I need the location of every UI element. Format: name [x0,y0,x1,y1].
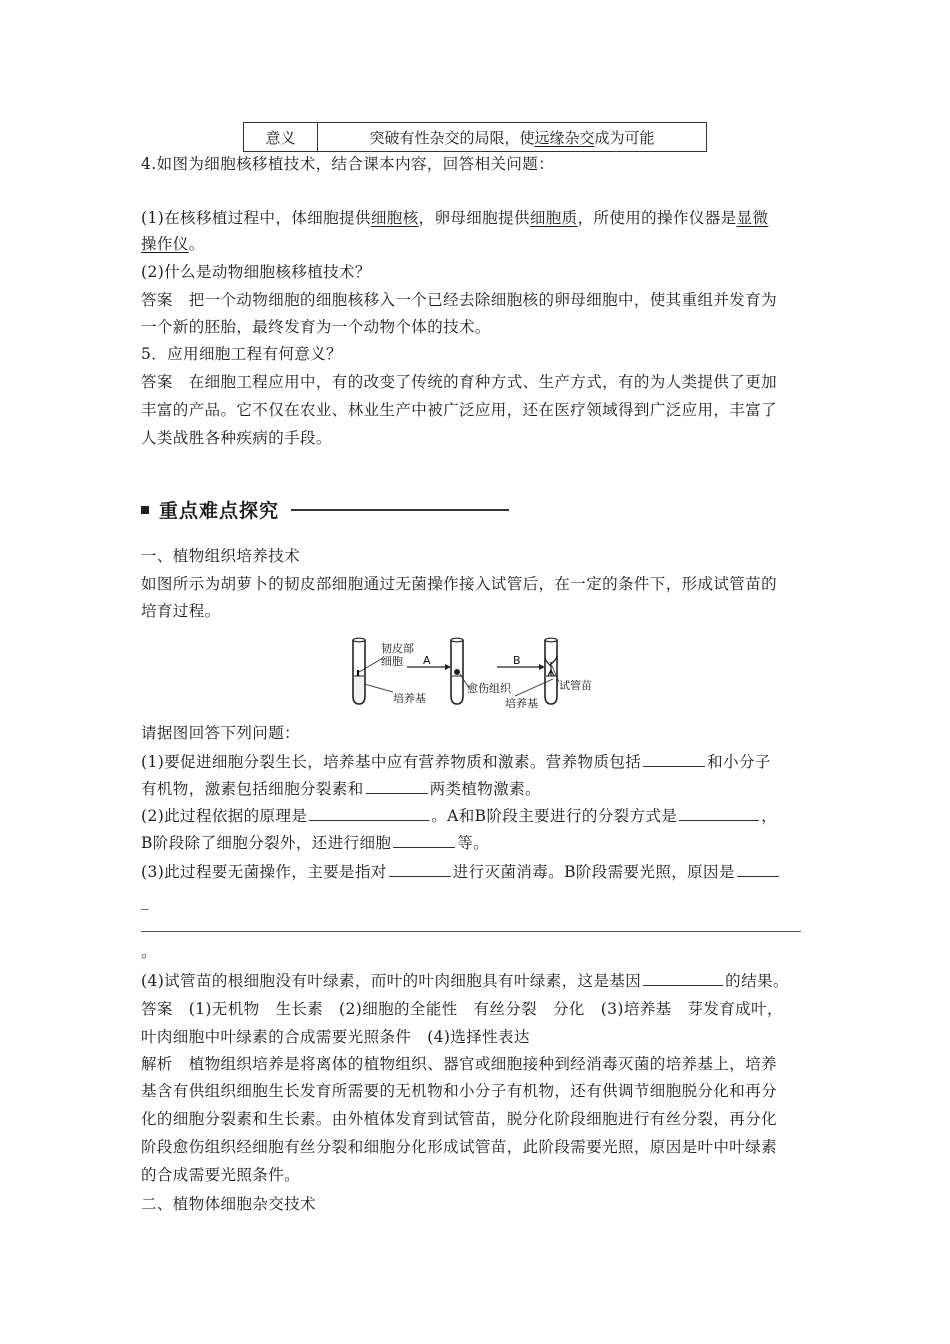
q5-answer-line3: 人类战胜各种疾病的手段。 [141,429,332,447]
q5-answer-line1: 答案 在细胞工程应用中，有的改变了传统的育种方式、生产方式，有的为人类提供了更加 [141,373,778,391]
q4-part1-line2 [141,234,821,255]
part1-explain-line1: 解析 植物组织培养是将离体的植物组织、器官或细胞接种到经消毒灭菌的培养基上，培养 [141,1055,778,1073]
q3-text-b: 进行灭菌消毒。B阶段需要光照，原因是 [452,863,735,881]
part2-heading: 二、植物体细胞杂交技术 [141,1195,316,1213]
q2-text-c: ， [761,807,778,825]
q2-text-e: 等。 [457,834,490,852]
test-tube-2 [451,638,463,704]
table-content-cell [318,123,707,152]
q2-blank-3[interactable] [393,832,455,848]
table-label-cell: 意义 [244,123,318,152]
q2-blank-1[interactable] [309,805,429,821]
tissue-culture-figure [345,634,615,714]
q4-part1-line1 [141,208,821,229]
q4-p1-text-b: ，卵母细胞提供 [418,209,530,227]
q1-text-a: (1)要促进细胞分裂生长，培养基中应有营养物质和激素。营养物质包括 [141,753,642,771]
q1-text-c: 有机物，激素包括细胞分裂素和 [141,780,364,798]
q2-blank-2[interactable] [679,805,759,821]
part1-q1-line2 [141,778,821,800]
label-seedling: 试管苗 [559,679,592,692]
q4-p1-text-a: (1)在核移植过程中，体细胞提供 [141,209,371,227]
label-stage-a: A [423,654,431,667]
q5-title: 5．应用细胞工程有何意义？ [141,345,343,363]
summary-table [243,122,707,152]
part1-answer-line2: 叶肉细胞中叶绿素的合成需要光照条件 (4)选择性表达 [141,1028,530,1046]
label-callus: 愈伤组织 [467,682,511,695]
q5-answer-line2: 丰富的产品。它不仅在农业、林业生产中被广泛应用，还在医疗领域得到广泛应用，丰富了 [141,401,778,419]
label-stage-b: B [513,654,521,667]
part1-explain-line5: 的合成需要光照条件。 [141,1166,301,1184]
section-bullet-icon [141,506,149,514]
q2-text-a: (2)此过程依据的原理是 [141,807,308,825]
q4-blank-1[interactable] [643,970,723,986]
q1-text-d: 两类植物激素。 [429,780,541,798]
part1-q1-line1 [141,751,821,773]
q1-blank-2[interactable] [366,778,428,794]
part1-q3-line1 [141,861,821,883]
part1-heading: 一、植物组织培养技术 [141,547,301,565]
part1-q3-dash: _ [141,892,150,910]
q4-answer-nucleus: 细胞核 [370,209,419,227]
q4-answer-cytoplasm: 细胞质 [529,209,578,227]
q4-answer-line2: 一个新的胚胎，最终发育为一个动物个体的技术。 [141,318,491,336]
part1-intro-line2: 培育过程。 [141,602,221,620]
label-medium-1: 培养基 [393,692,426,705]
q3-text-a: (3)此过程要无菌操作，主要是指对 [141,863,387,881]
table-content-pre: 突破有性杂交的局限，使 [369,128,535,147]
q2-text-b: 。A和B阶段主要进行的分裂方式是 [431,807,678,825]
part1-q3-end: 。 [141,943,157,961]
table-content-post: 成为可能 [594,128,655,147]
q1-blank-1[interactable] [643,751,705,767]
q4-answer-instrument-a: 显微 [736,209,769,227]
section-heading [141,496,509,523]
part1-q4-line [141,970,821,992]
q3-blank-1[interactable] [389,861,451,877]
section-title: 重点难点探究 [159,500,280,522]
part1-q2-line1 [141,805,821,827]
label-cell: 细胞 [381,655,403,668]
q4-text-b: 的结果。 [725,972,789,990]
q1-text-b: 和小分子 [707,753,771,771]
part1-q2-line2 [141,832,821,854]
test-tube-3 [545,638,557,704]
q4-part2: (2)什么是动物细胞核移植技术？ [141,263,371,281]
q2-text-d: B阶段除了细胞分裂外，还进行细胞 [141,834,392,852]
q3-answer-rule[interactable] [141,931,801,932]
q4-answer-line1: 答案 把一个动物细胞的细胞核移入一个已经去除细胞核的卵母细胞中，使其重组并发育为 [141,291,778,309]
q4-p1-text-c: ，所使用的操作仪器是 [577,209,737,227]
test-tube-1 [353,638,365,704]
part1-explain-line4: 阶段愈伤组织经细胞有丝分裂和细胞分化形成试管苗，此阶段需要光照，原因是叶中叶绿素 [141,1138,778,1156]
q3-blank-2[interactable] [737,861,779,877]
q4-p1-text-d: 。 [188,235,205,253]
q4-text-a: (4)试管苗的根细胞没有叶绿素，而叶的叶肉细胞具有叶绿素，这是基因 [141,972,642,990]
label-phloem: 韧皮部 [381,642,414,655]
section-rule [291,509,509,511]
part1-intro-line1: 如图所示为胡萝卜的韧皮部细胞通过无菌操作接入试管后，在一定的条件下，形成试管苗的 [141,575,778,593]
q4-intro: 4.如图为细胞核移植技术，结合课本内容，回答相关问题： [141,155,555,173]
table-content-underlined: 远缘杂交 [534,128,595,147]
part1-answer-line1: 答案 (1)无机物 生长素 (2)细胞的全能性 有丝分裂 分化 (3)培养基 芽发育成叶， [141,1000,783,1018]
part1-explain-line3: 化的细胞分裂素和生长素。由外植体发育到试管苗，脱分化阶段细胞进行有丝分裂，再分化 [141,1110,778,1128]
q4-answer-instrument-b: 操作仪 [141,235,189,253]
part1-explain-line2: 基含有供组织细胞生长发育所需要的无机物和小分子有机物，还有供调节细胞脱分化和再分 [141,1082,778,1100]
part1-prompt: 请据图回答下列问题： [141,724,301,742]
label-medium-2: 培养基 [505,697,538,710]
